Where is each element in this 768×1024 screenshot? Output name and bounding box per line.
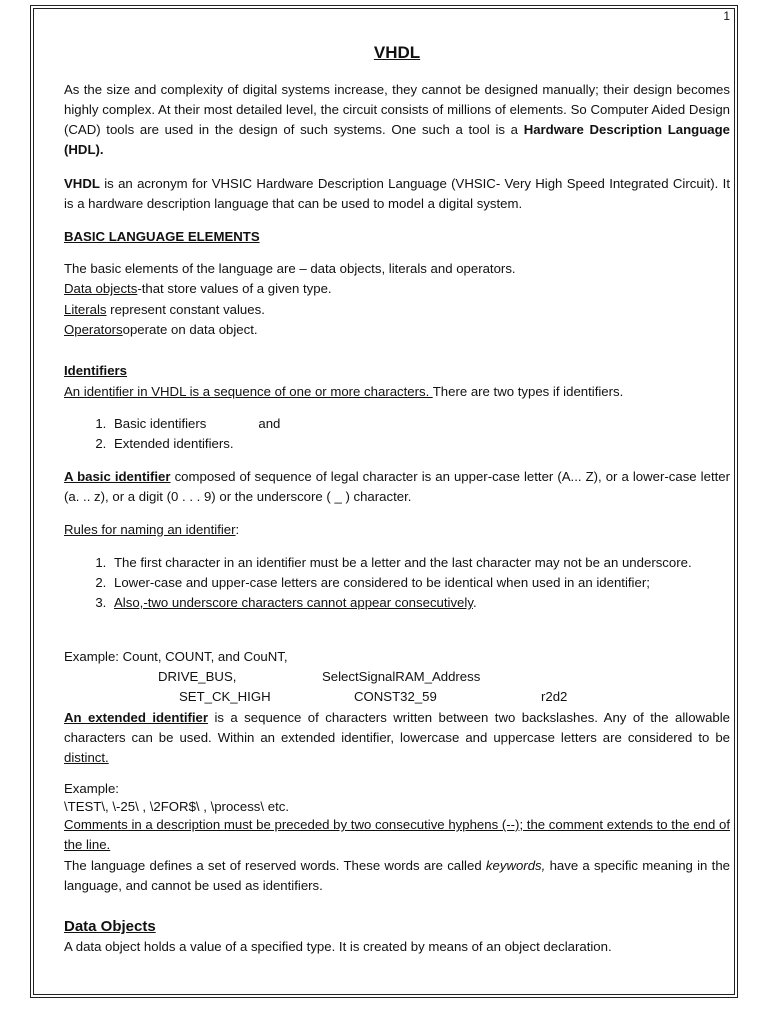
identifier-type-extended: Extended identifiers. (114, 436, 234, 451)
example-const32: CONST32_59 (354, 689, 437, 704)
rule-2: Lower-case and upper-case letters are considered to be identical when used in an identifier; (114, 575, 650, 590)
example-set-ck-high: SET_CK_HIGH (179, 689, 271, 704)
basic-identifier-text: composed of sequence of legal character is an upper-case letter (A... Z), or a lower-case letter (a. .. z), or a digit (0 . . . 9) or the underscore ( _ ) character. (64, 469, 730, 504)
rule-1: The first character in an identifier must be a letter and the last character may not be an underscore. (114, 555, 692, 570)
page-number: 1 (723, 9, 730, 23)
basic-identifier-paragraph (64, 467, 730, 507)
list-item (110, 553, 768, 573)
operators-line (64, 320, 730, 340)
operators-term: Operators (64, 322, 123, 337)
data-objects-term: Data objects (64, 281, 138, 296)
rules-heading-text: Rules for naming an identifier (64, 522, 236, 537)
keywords-pre: The language defines a set of reserved words. These words are called (64, 858, 486, 873)
vhdl-definition-text: is an acronym for VHSIC Hardware Description Language (VHSIC- Very High Speed Integrated Circuit). It is a hardware description language that can be used to model a digital system. (64, 176, 730, 211)
basic-identifier-term: A basic identifier (64, 469, 171, 484)
extended-identifier-paragraph (64, 708, 730, 768)
example-r2d2: r2d2 (541, 689, 568, 704)
data-objects-desc: -that store values of a given type. (137, 281, 332, 296)
rule-3-end: . (472, 595, 477, 610)
list-item (110, 593, 768, 613)
example2-label: Example: (64, 781, 119, 796)
keywords-paragraph (64, 856, 730, 896)
example2-text: \TEST\, \-25\ , \2FOR$\ , \process\ etc. (64, 799, 289, 814)
data-objects-heading: Data Objects (64, 918, 156, 935)
identifier-type-basic: Basic identifiers (114, 416, 207, 431)
example-line: Example: Count, COUNT, and CouNT, (64, 649, 288, 664)
keywords-post: have a specific meaning in the language, and cannot be used as identifiers. (64, 858, 730, 893)
example-drive-bus: DRIVE_BUS, (158, 669, 237, 684)
basic-elements-heading: BASIC LANGUAGE ELEMENTS (64, 229, 260, 244)
literals-line (64, 300, 730, 320)
identifiers-heading: Identifiers (64, 363, 128, 378)
extended-identifier-term: An extended identifier (64, 710, 209, 725)
identifier-types-list (64, 414, 768, 454)
rules-list (64, 553, 768, 613)
list-item (110, 414, 768, 434)
intro-bold-term: Hardware Description Language (HDL). (64, 122, 730, 157)
extended-identifier-text: is a sequence of characters written between two backslashes. Any of the allowable characters can be used. Within an extended identifier, lowercase and uppercase letters are considered to be (64, 710, 730, 745)
intro-paragraph (64, 80, 730, 160)
identifiers-intro-rest: There are two types if identifiers. (432, 384, 624, 399)
keywords-term: keywords, (485, 858, 546, 873)
data-objects-paragraph: A data object holds a value of a specified type. It is created by means of an object declaration. (64, 939, 612, 954)
literals-term: Literals (64, 302, 107, 317)
and-word: and (258, 416, 281, 431)
identifiers-intro-underlined: An identifier in VHDL is a sequence of one or more characters. (64, 384, 433, 399)
operators-desc: operate on data object. (122, 322, 258, 337)
list-item (110, 434, 768, 454)
rules-heading (64, 520, 730, 540)
example-select-signal: SelectSignalRAM_Address (322, 669, 481, 684)
page-title: VHDL (373, 43, 421, 62)
rules-colon: : (235, 522, 240, 537)
identifiers-intro (64, 382, 730, 402)
basic-elements-line: The basic elements of the language are – data objects, literals and operators. (64, 261, 516, 276)
intro-text: As the size and complexity of digital systems increase, they cannot be designed manually; their design becomes highly complex. At their most detailed level, the circuit consists of millions of elements. So Computer Aided Design (CAD) tools are used in the design of such systems. One such a tool is a (64, 82, 730, 137)
list-item (110, 573, 768, 593)
extended-distinct: distinct. (64, 750, 109, 765)
vhdl-definition-paragraph (64, 174, 730, 214)
comments-paragraph: Comments in a description must be preceded by two consecutive hyphens (--); the comment extends to the end of the line. (64, 817, 730, 852)
rule-3: Also,-two underscore characters cannot appear consecutively (114, 595, 473, 610)
data-objects-line (64, 279, 730, 299)
literals-desc: represent constant values. (106, 302, 265, 317)
vhdl-term: VHDL (64, 176, 100, 191)
